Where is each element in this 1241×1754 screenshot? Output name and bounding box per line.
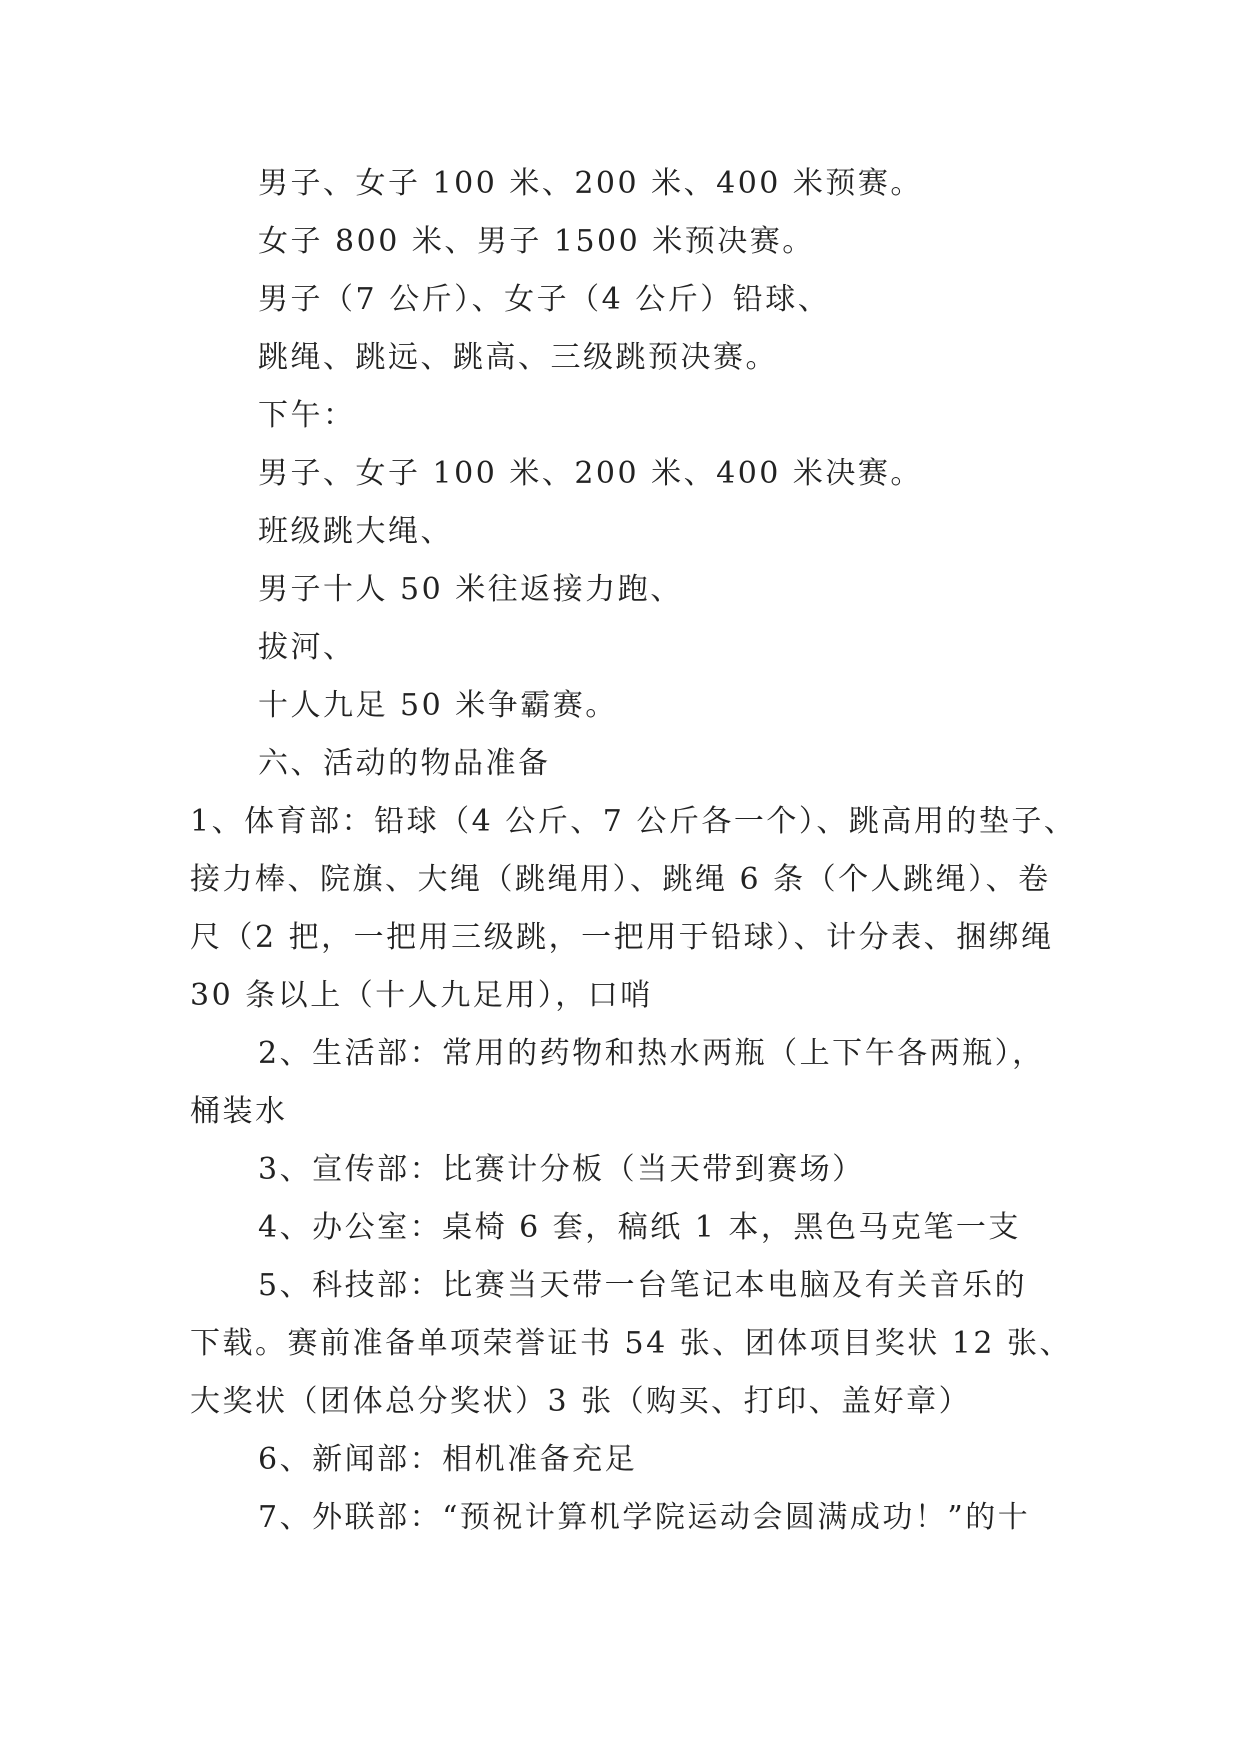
text-line: 跳绳、跳远、跳高、三级跳预决赛。 <box>258 340 778 375</box>
text-line: 男子十人 50 米往返接力跑、 <box>258 572 683 607</box>
text-line: 下午： <box>258 398 356 433</box>
text-line: 桶装水 <box>190 1094 288 1129</box>
text-line: 男子（7 公斤）、女子（4 公斤）铅球、 <box>258 282 831 317</box>
text-line: 下载。赛前准备单项荣誉证书 54 张、团体项目奖状 12 张、 <box>190 1326 1072 1361</box>
text-line: 1、体育部：铅球（4 公斤、7 公斤各一个）、跳高用的垫子、 <box>190 804 1077 839</box>
text-line: 十人九足 50 米争霸赛。 <box>258 688 618 723</box>
text-line: 3、宣传部：比赛计分板（当天带到赛场） <box>258 1152 865 1187</box>
text-line: 女子 800 米、男子 1500 米预决赛。 <box>258 224 815 259</box>
section-heading: 六、活动的物品准备 <box>258 746 551 781</box>
text-line: 班级跳大绳、 <box>258 514 453 549</box>
text-line: 6、新闻部：相机准备充足 <box>258 1442 638 1477</box>
text-line: 5、科技部：比赛当天带一台笔记本电脑及有关音乐的 <box>258 1268 1028 1303</box>
text-line: 拔河、 <box>258 630 356 665</box>
text-line: 30 条以上（十人九足用），口哨 <box>190 978 653 1013</box>
text-line: 7、外联部：“预祝计算机学院运动会圆满成功！”的十 <box>258 1500 1031 1535</box>
text-line: 男子、女子 100 米、200 米、400 米决赛。 <box>258 456 923 491</box>
text-line: 接力棒、院旗、大绳（跳绳用）、跳绳 6 条（个人跳绳）、卷 <box>190 862 1051 897</box>
text-line: 男子、女子 100 米、200 米、400 米预赛。 <box>258 166 923 201</box>
text-line: 大奖状（团体总分奖状）3 张（购买、打印、盖好章） <box>190 1384 972 1419</box>
text-line: 尺（2 把，一把用三级跳，一把用于铅球）、计分表、捆绑绳 <box>190 920 1054 955</box>
text-line: 4、办公室：桌椅 6 套，稿纸 1 本，黑色马克笔一支 <box>258 1210 1021 1245</box>
text-line: 2、生活部：常用的药物和热水两瓶（上下午各两瓶）， <box>258 1036 1045 1071</box>
